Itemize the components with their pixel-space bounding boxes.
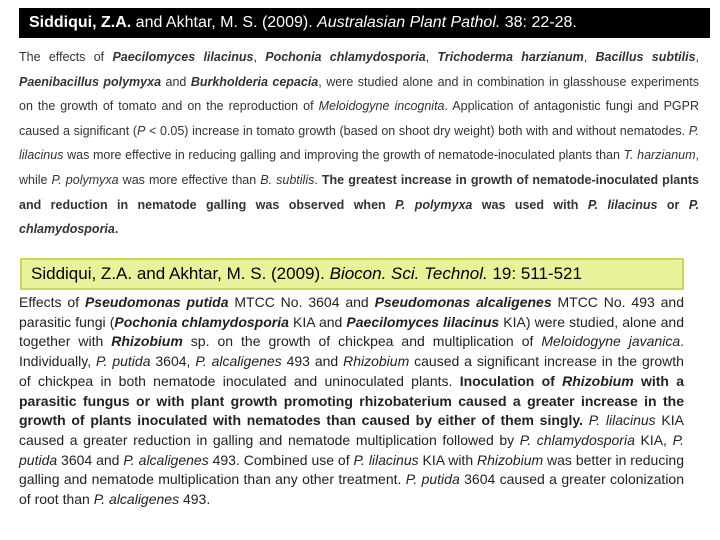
species-name: P. alcaligenes [123, 451, 209, 468]
abstract-2-text [19, 293, 684, 510]
text-run: 3604 and [57, 451, 124, 468]
reference-header-1 [19, 8, 710, 38]
key-finding: was used with [472, 197, 588, 212]
species-name: Rhizobium [562, 372, 634, 389]
species-name: P. lilacinus [587, 197, 658, 212]
text-run: KIA, [634, 431, 673, 448]
text-run: , were studied alone and in combination in glasshouse experiments on the growth of tomato and on the reproduction of [19, 74, 699, 114]
text-run: KIA with [418, 451, 477, 468]
abstract-1 [19, 45, 699, 248]
text-run: and [161, 74, 191, 89]
text-run: , [583, 50, 596, 64]
ref1-volume: 38: 22-28. [500, 14, 577, 31]
text-run: was more effective than [118, 172, 261, 187]
species-name: Trichoderma harzianum [437, 50, 584, 64]
text-run: KIA) were studied, alone and together with [19, 313, 685, 350]
key-finding: . [114, 222, 119, 237]
species-name: Bacillus subtilis [595, 50, 696, 64]
text-run: MTCC No. 3604 and [228, 294, 375, 310]
text-run: The effects of [19, 50, 113, 64]
species-name: B. subtilis [260, 172, 315, 187]
ref1-authors: Siddiqui, Z.A. [29, 14, 132, 31]
species-name: P. lilacinus [19, 123, 699, 163]
species-name: Meloidogyne javanica [541, 333, 681, 350]
ref2-and-text: and Akhtar, M. S. (2009). [132, 264, 330, 283]
text-run: 493. [179, 491, 211, 508]
ref1-journal: Australasian Plant Pathol. [317, 14, 501, 31]
species-name: P. putida [405, 471, 460, 488]
species-name: Pseudomonas alcaligenes [374, 294, 552, 310]
reference-header-2 [20, 258, 684, 290]
text-run: caused a significant increase in the growth of chickpea in both nematode inoculated and uninoculated plants. [19, 353, 684, 389]
species-name: P. putida [19, 431, 684, 468]
text-run: was better in reducing galling and nematode multiplication than any other treatment. [19, 451, 685, 488]
ref2-volume: 19: 511-521 [487, 264, 582, 283]
species-name: P. alcaligenes [93, 491, 180, 508]
text-run: MTCC No. 493 and parasitic fungi ( [19, 294, 685, 330]
ref2-authors: Siddiqui, Z.A. [31, 264, 133, 283]
species-name: P. polymyxa [51, 172, 119, 187]
stat-symbol: P [137, 123, 146, 138]
text-run: < 0.05) increase in tomato growth (based on shoot dry weight) both with and without nematodes. [145, 123, 689, 138]
key-finding: with a parasitic fungus or with plant growth promoting rhizobaterium caused a greater increase in the growth of plants inoculated with nematodes than caused by either of them singly. [19, 372, 685, 429]
text-run: , [253, 50, 266, 64]
text-run: KIA caused a greater reduction in galling and nematode multiplication followed by [19, 412, 684, 448]
text-run: 493 and [281, 353, 344, 370]
ref2-journal: Biocon. Sci. Technol. [329, 264, 488, 283]
text-run: was more effective in reducing galling and improving the growth of nematode-inoculated plants than [63, 148, 624, 163]
species-name: P. lilacinus [353, 451, 419, 468]
species-name: Rhizobium [343, 353, 410, 370]
species-name: P. alcaligenes [195, 353, 282, 370]
text-run: , while [19, 148, 699, 187]
species-name: Paecilomyces lilacinus [346, 313, 500, 330]
species-name: P. polymyxa [395, 197, 473, 212]
species-name: Pochonia chlamydosporia [114, 313, 289, 330]
abstract-2 [19, 293, 684, 533]
species-name: P. lilacinus [588, 412, 656, 429]
key-finding: Inoculation of [459, 372, 563, 389]
text-run: , [425, 50, 438, 64]
key-finding: or [657, 197, 689, 212]
text-run: 493. Combined use of [208, 451, 354, 468]
text-run: 3604 caused a greater colonization of root than [19, 471, 684, 508]
text-run: . Application of antagonistic fungi and PGPR caused a significant ( [19, 99, 700, 138]
species-name: Rhizobium [477, 451, 544, 468]
key-finding: The greatest increase in growth of nematode-inoculated plants and reduction in nematode galling was observed when [19, 172, 699, 212]
species-name: Pseudomonas putida [84, 294, 229, 310]
species-name: P. chlamydosporia [519, 431, 635, 448]
text-run: 3604, [150, 353, 196, 370]
text-run: Effects of [19, 294, 85, 310]
ref1-and-text: and Akhtar, M. S. (2009). [131, 14, 318, 31]
species-name: T. harzianum [623, 148, 696, 163]
species-name: P. chlamydosporia [19, 197, 700, 237]
text-run: , [695, 50, 700, 64]
species-name: Paecilomyces lilacinus [112, 50, 254, 64]
species-name: Paenibacillus polymyxa [19, 74, 162, 89]
text-run: . [314, 172, 322, 187]
species-name: Pochonia chlamydosporia [265, 50, 426, 64]
text-run: sp. on the growth of chickpea and multiplication of [182, 333, 542, 350]
species-name: P. putida [96, 353, 151, 370]
text-run: . Individually, [19, 333, 685, 370]
text-run: KIA and [288, 313, 347, 330]
species-name: Meloidogyne incognita [318, 99, 445, 114]
species-name: Rhizobium [111, 333, 183, 350]
species-name: Burkholderia cepacia [190, 74, 319, 89]
abstract-1-text [19, 45, 699, 242]
